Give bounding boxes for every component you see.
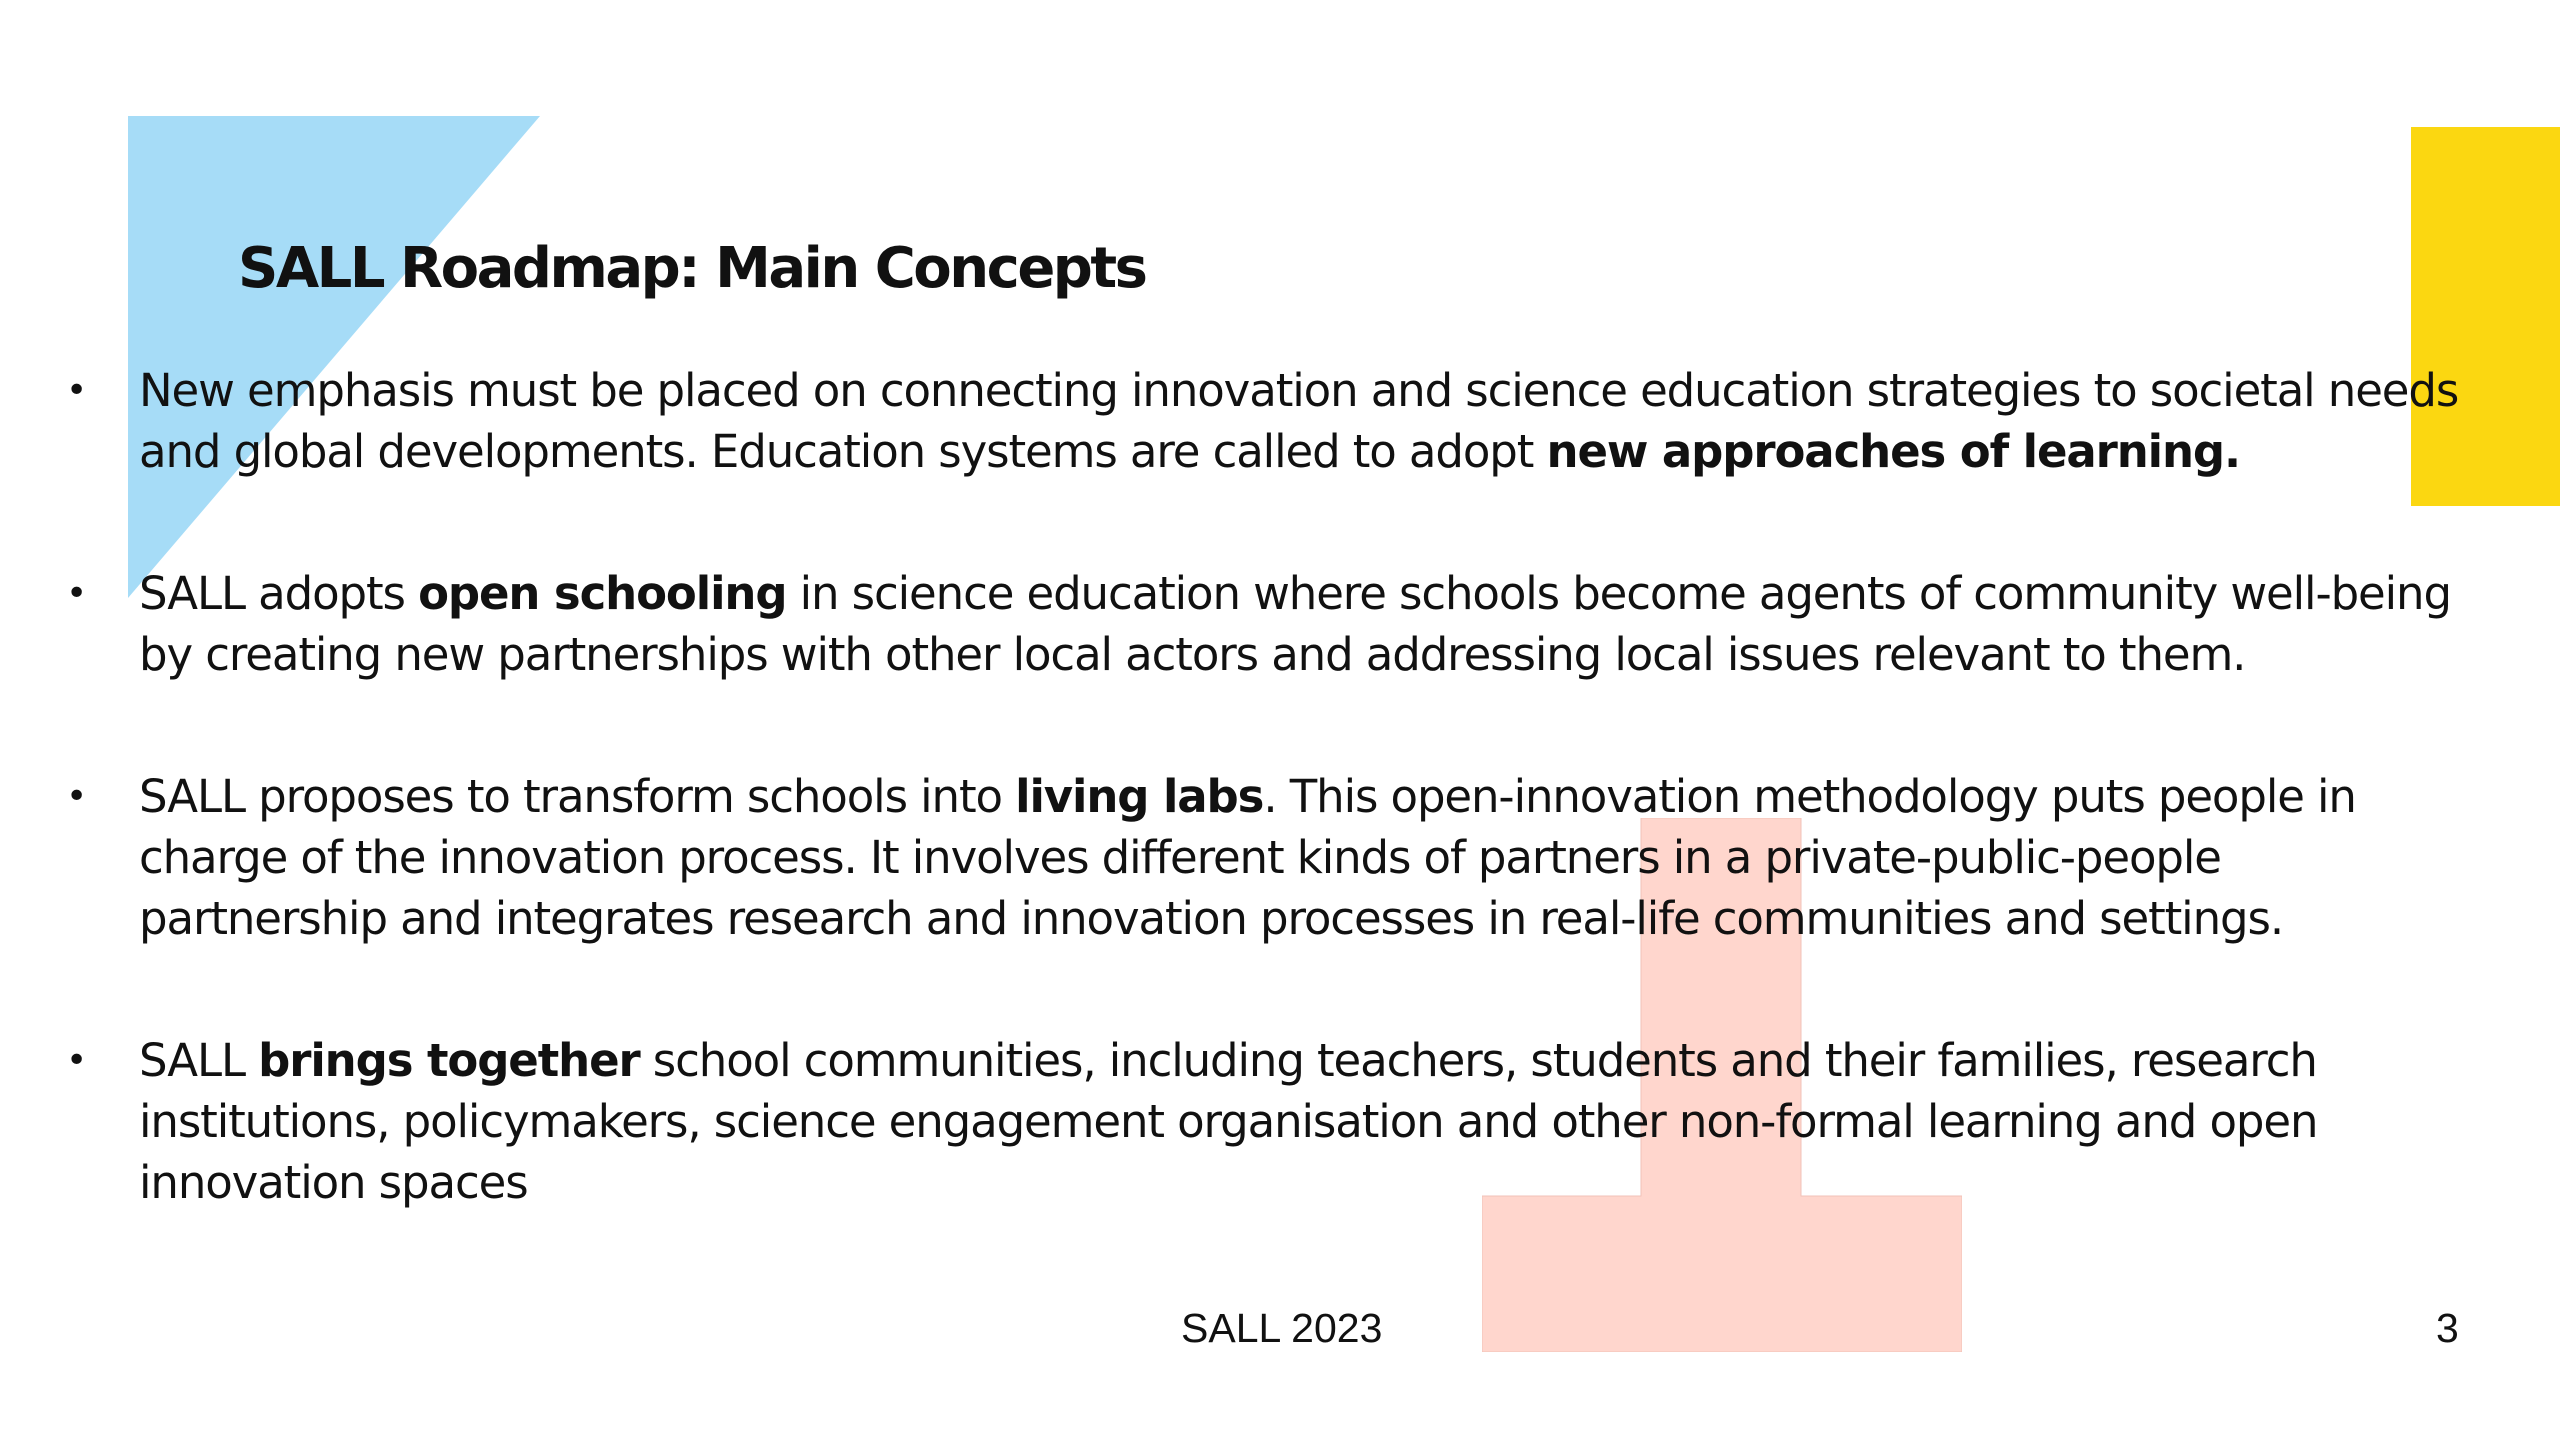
bullet-2-text-end: in science education where schools become agents of community well-being by creating new partnerships with other local actors and addressing local issues relevant to them. — [139, 567, 2451, 681]
bullet-item-3 — [0, 766, 2470, 949]
bullet-2-text-start: SALL adopts — [139, 567, 419, 620]
bullet-1-text: New emphasis must be placed on connecting innovation and science education strategies to societal needs and global developments. Education systems are called to adopt — [139, 364, 2459, 478]
bullet-3-bold-text: living labs — [1015, 770, 1264, 823]
bullet-dot-icon: • — [66, 573, 87, 614]
bullet-4-text-end: school communities, including teachers, students and their families, research institutions, policymakers, science engagement organisation and other non-formal learning and open innovation spaces — [139, 1034, 2318, 1209]
slide-title: SALL Roadmap: Main Concepts — [238, 236, 1146, 301]
bullet-4-text-start: SALL — [139, 1034, 259, 1087]
bullet-4-bold-text: brings together — [258, 1034, 640, 1087]
page-number: 3 — [2436, 1305, 2459, 1351]
bullet-item-1 — [0, 360, 2470, 482]
bullet-dot-icon: • — [66, 1040, 87, 1081]
slide-footer: SALL 2023 — [1181, 1305, 1383, 1351]
bullet-2-bold-text: open schooling — [418, 567, 787, 620]
bullet-item-2 — [0, 563, 2470, 685]
bullet-list — [0, 360, 2470, 1213]
bullet-3-text-start: SALL proposes to transform schools into — [139, 770, 1016, 823]
bullet-item-4 — [0, 1030, 2470, 1213]
bullet-dot-icon: • — [66, 370, 87, 411]
bullet-1-bold-text: new approaches of learning. — [1546, 425, 2241, 478]
bullet-dot-icon: • — [66, 776, 87, 817]
bullet-3-text-end: . This open-innovation methodology puts people in charge of the innovation process. It involves different kinds of partners in a private-public-people partnership and integrates research and innovation processes in real-life communities and settings. — [139, 770, 2356, 945]
